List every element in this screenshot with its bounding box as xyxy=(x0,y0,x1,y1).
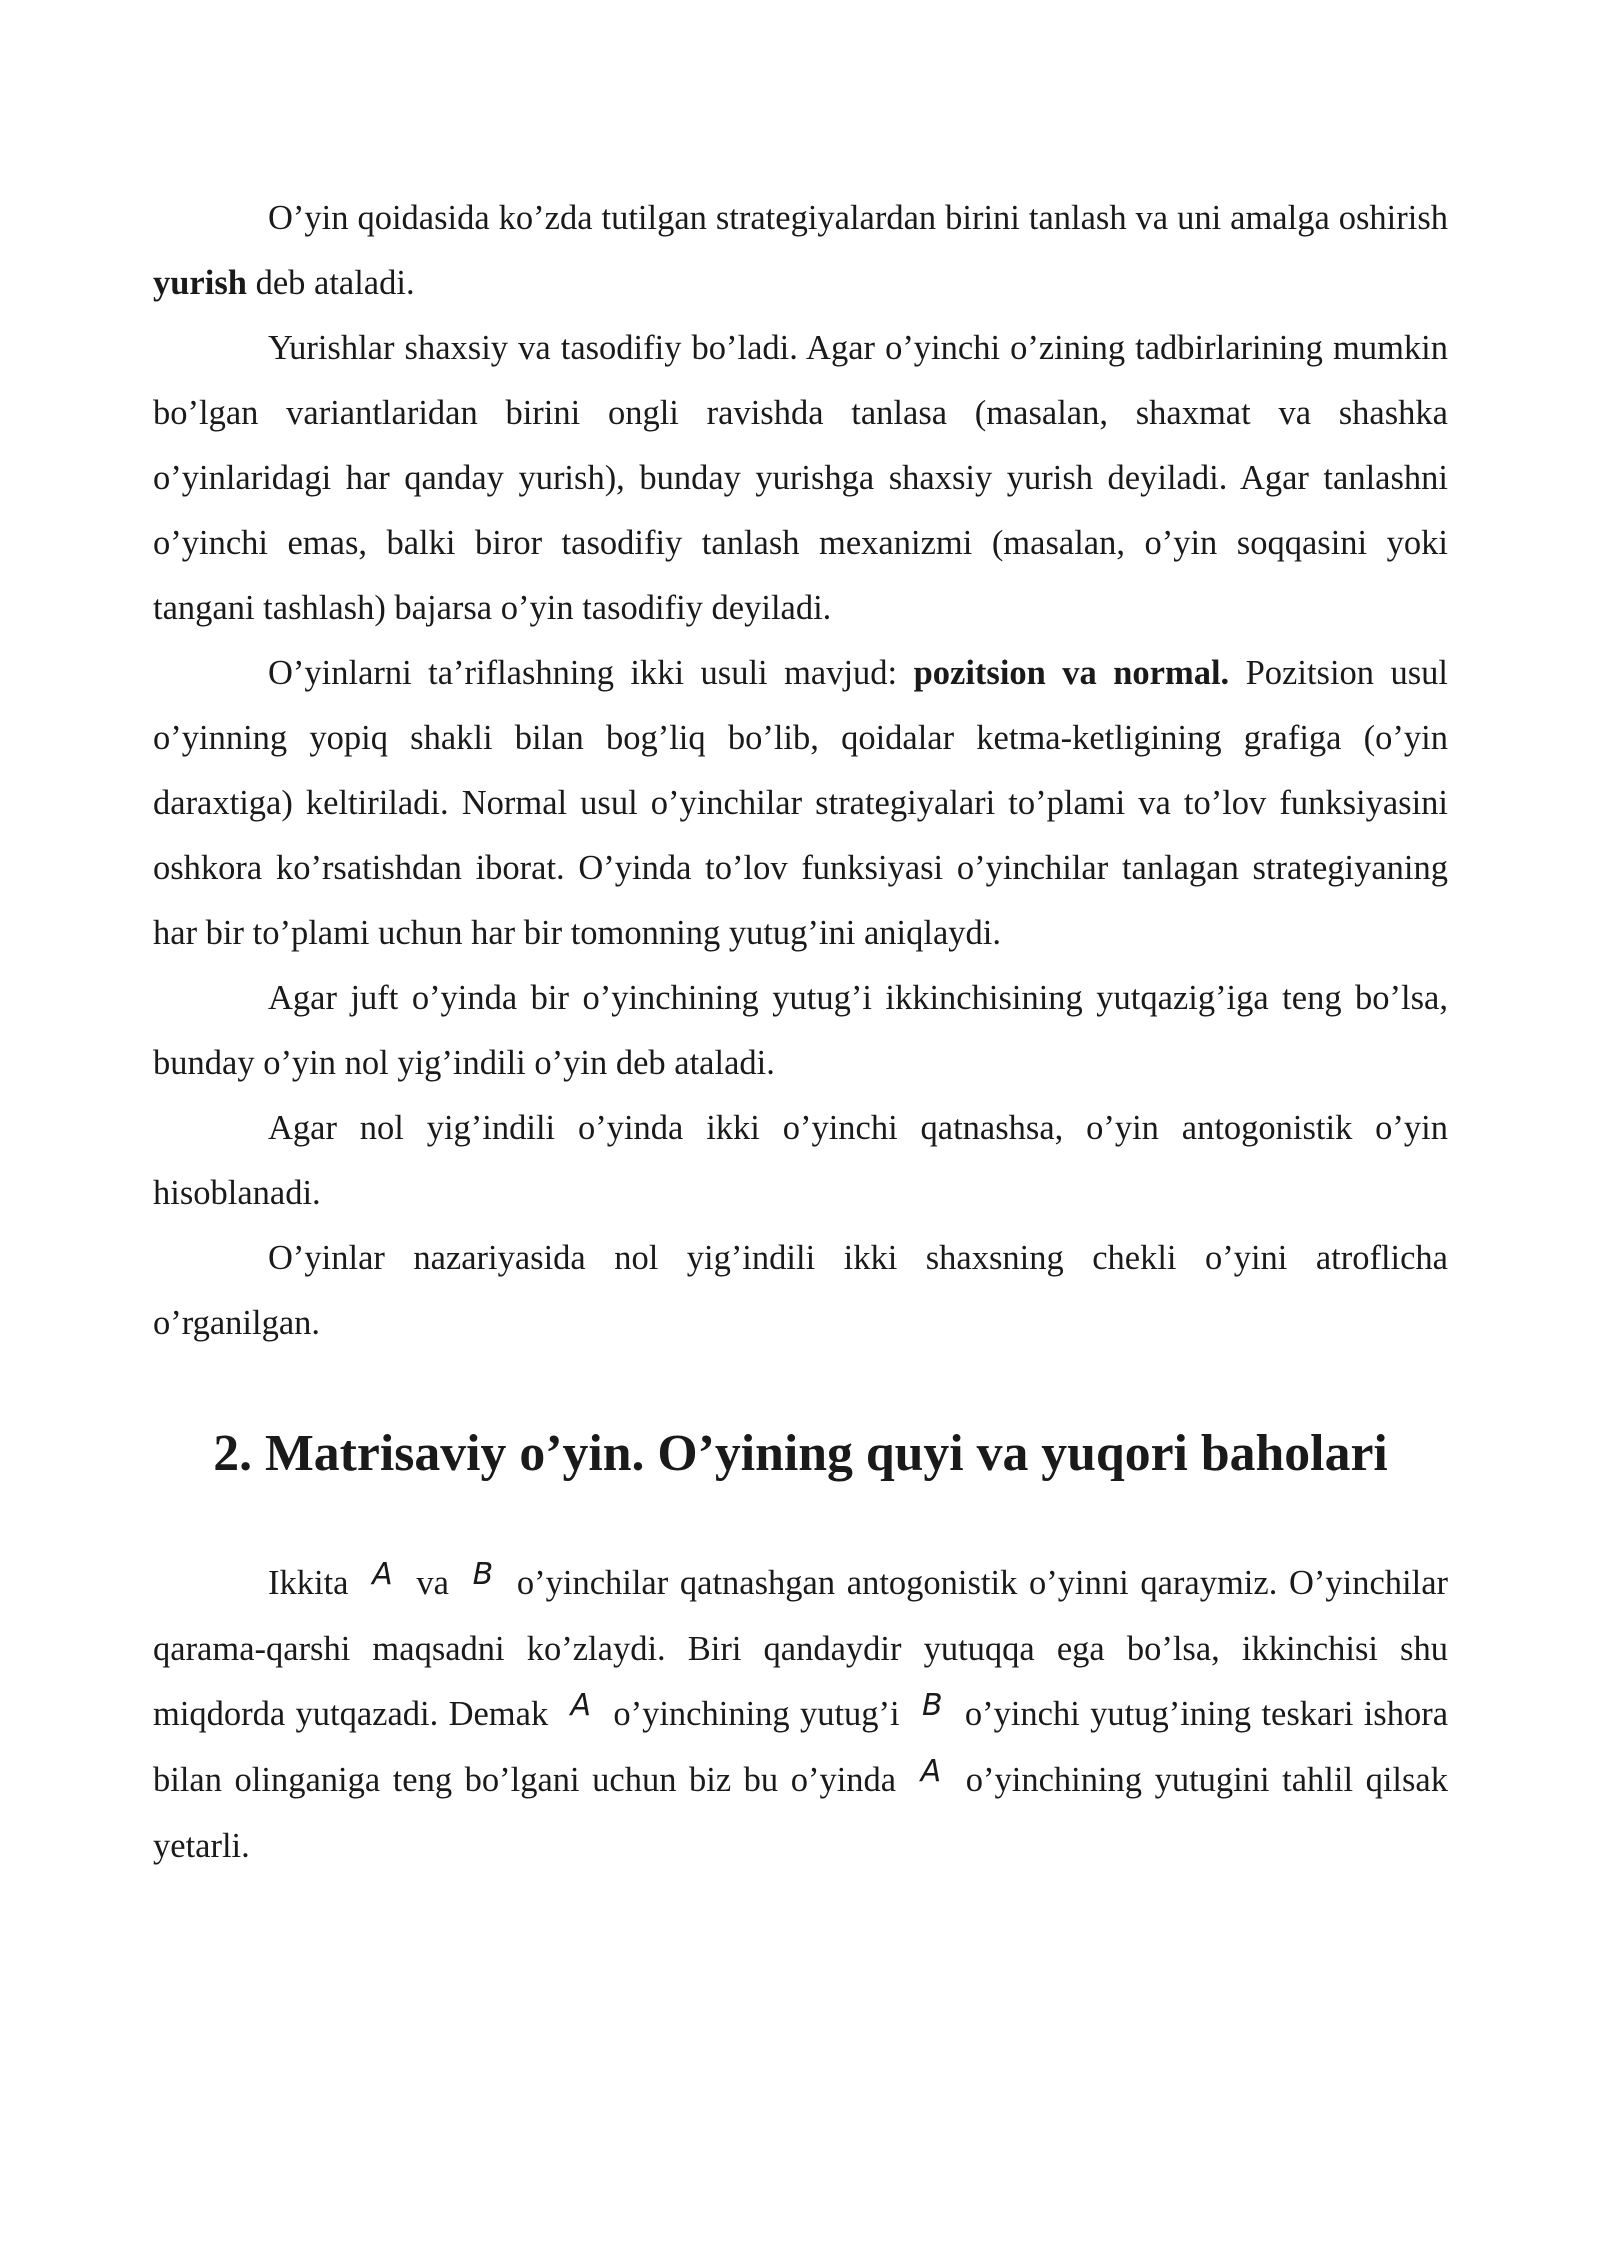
variable-b: B xyxy=(921,1688,943,1723)
term-positional-normal: pozitsion va normal. xyxy=(913,654,1230,692)
variable-a: A xyxy=(372,1557,393,1592)
paragraph-text: O’yin qoidasida ko’zda tutilgan strategiyalardan birini tanlash va uni amalga oshirish xyxy=(268,199,1448,237)
variable-a: A xyxy=(570,1688,592,1723)
paragraph-text: deb ataladi. xyxy=(246,264,415,302)
paragraph-text: Ikkita xyxy=(268,1564,349,1602)
section-heading: 2. Matrisaviy o’yin. O’yining quyi va yuqori baholari xyxy=(213,1425,1388,1482)
paragraph-theory: O’yinlar nazariyasida nol yig’indili ikki shaxsning chekli o’yini atroflicha o’rganilgan. xyxy=(153,1239,1448,1342)
term-yurish: yurish xyxy=(153,264,247,302)
paragraph-move-definition xyxy=(153,186,1448,316)
paragraph-antagonistic: Agar nol yig’indili o’yinda ikki o’yinchi qatnashsa, o’yin antogonistik o’yin hisoblanadi. xyxy=(153,1109,1448,1212)
document-page xyxy=(153,186,1448,1879)
variable-b: B xyxy=(472,1557,494,1592)
paragraph-text: o’yinchining yutug’i xyxy=(613,1695,900,1733)
variable-a: A xyxy=(920,1754,942,1789)
paragraph-text: o’yinchi yutug’ining teskari ishora bilan olinganiga teng bo’lgani uchun biz bu o’yinda xyxy=(153,1695,1449,1799)
paragraph-text: o’yinchilar qatnashgan antogonistik o’yinni qaraymiz. O’yinchilar qarama-qarshi maqsadni ko’zlaydi. Biri qandaydir yutuqqa ega bo’lsa, ikkinchisi shu miqdorda yutqazadi. Demak xyxy=(153,1564,1449,1733)
paragraph-text: O’yinlarni ta’riflashning ikki usuli mavjud: xyxy=(268,654,914,692)
paragraph-zero-sum: Agar juft o’yinda bir o’yinchining yutug’i ikkinchisining yutqazig’iga teng bo’lsa, bunday o’yin nol yig’indili o’yin deb ataladi. xyxy=(153,979,1448,1082)
paragraph-text: Pozitsion usul o’yinning yopiq shakli bilan bog’liq bo’lib, qoidalar ketma-ketligining grafiga (o’yin daraxtiga) keltiriladi. Normal usul o’yinchilar strategiyalari to’plami va to’lov funksiyasini oshkora ko’rsatishdan iborat. O’yinda to’lov funksiyasi o’yinchilar tanlagan strategiyaning har bir to’plami uchun har bir tomonning yutug’ini aniqlaydi. xyxy=(153,654,1448,952)
paragraph-game-description xyxy=(153,641,1448,966)
paragraph-matrix-game xyxy=(153,1551,1448,1879)
paragraph-move-types: Yurishlar shaxsiy va tasodifiy bo’ladi. Agar o’yinchi o’zining tadbirlarining mumkin bo’lgan variantlaridan birini ongli ravishda tanlasa (masalan, shaxmat va shashka o’yinlaridagi har qanday yurish), bunday yurishga shaxsiy yurish deyiladi. Agar tanlashni o’yinchi emas, balki biror tasodifiy tanlash mexanizmi (masalan, o’yin soqqasini yoki tangani tashlash) bajarsa o’yin tasodifiy deyiladi. xyxy=(153,329,1448,627)
paragraph-text: o’yinchining yutugini tahlil qilsak yetarli. xyxy=(153,1761,1448,1865)
paragraph-text: va xyxy=(416,1564,449,1602)
